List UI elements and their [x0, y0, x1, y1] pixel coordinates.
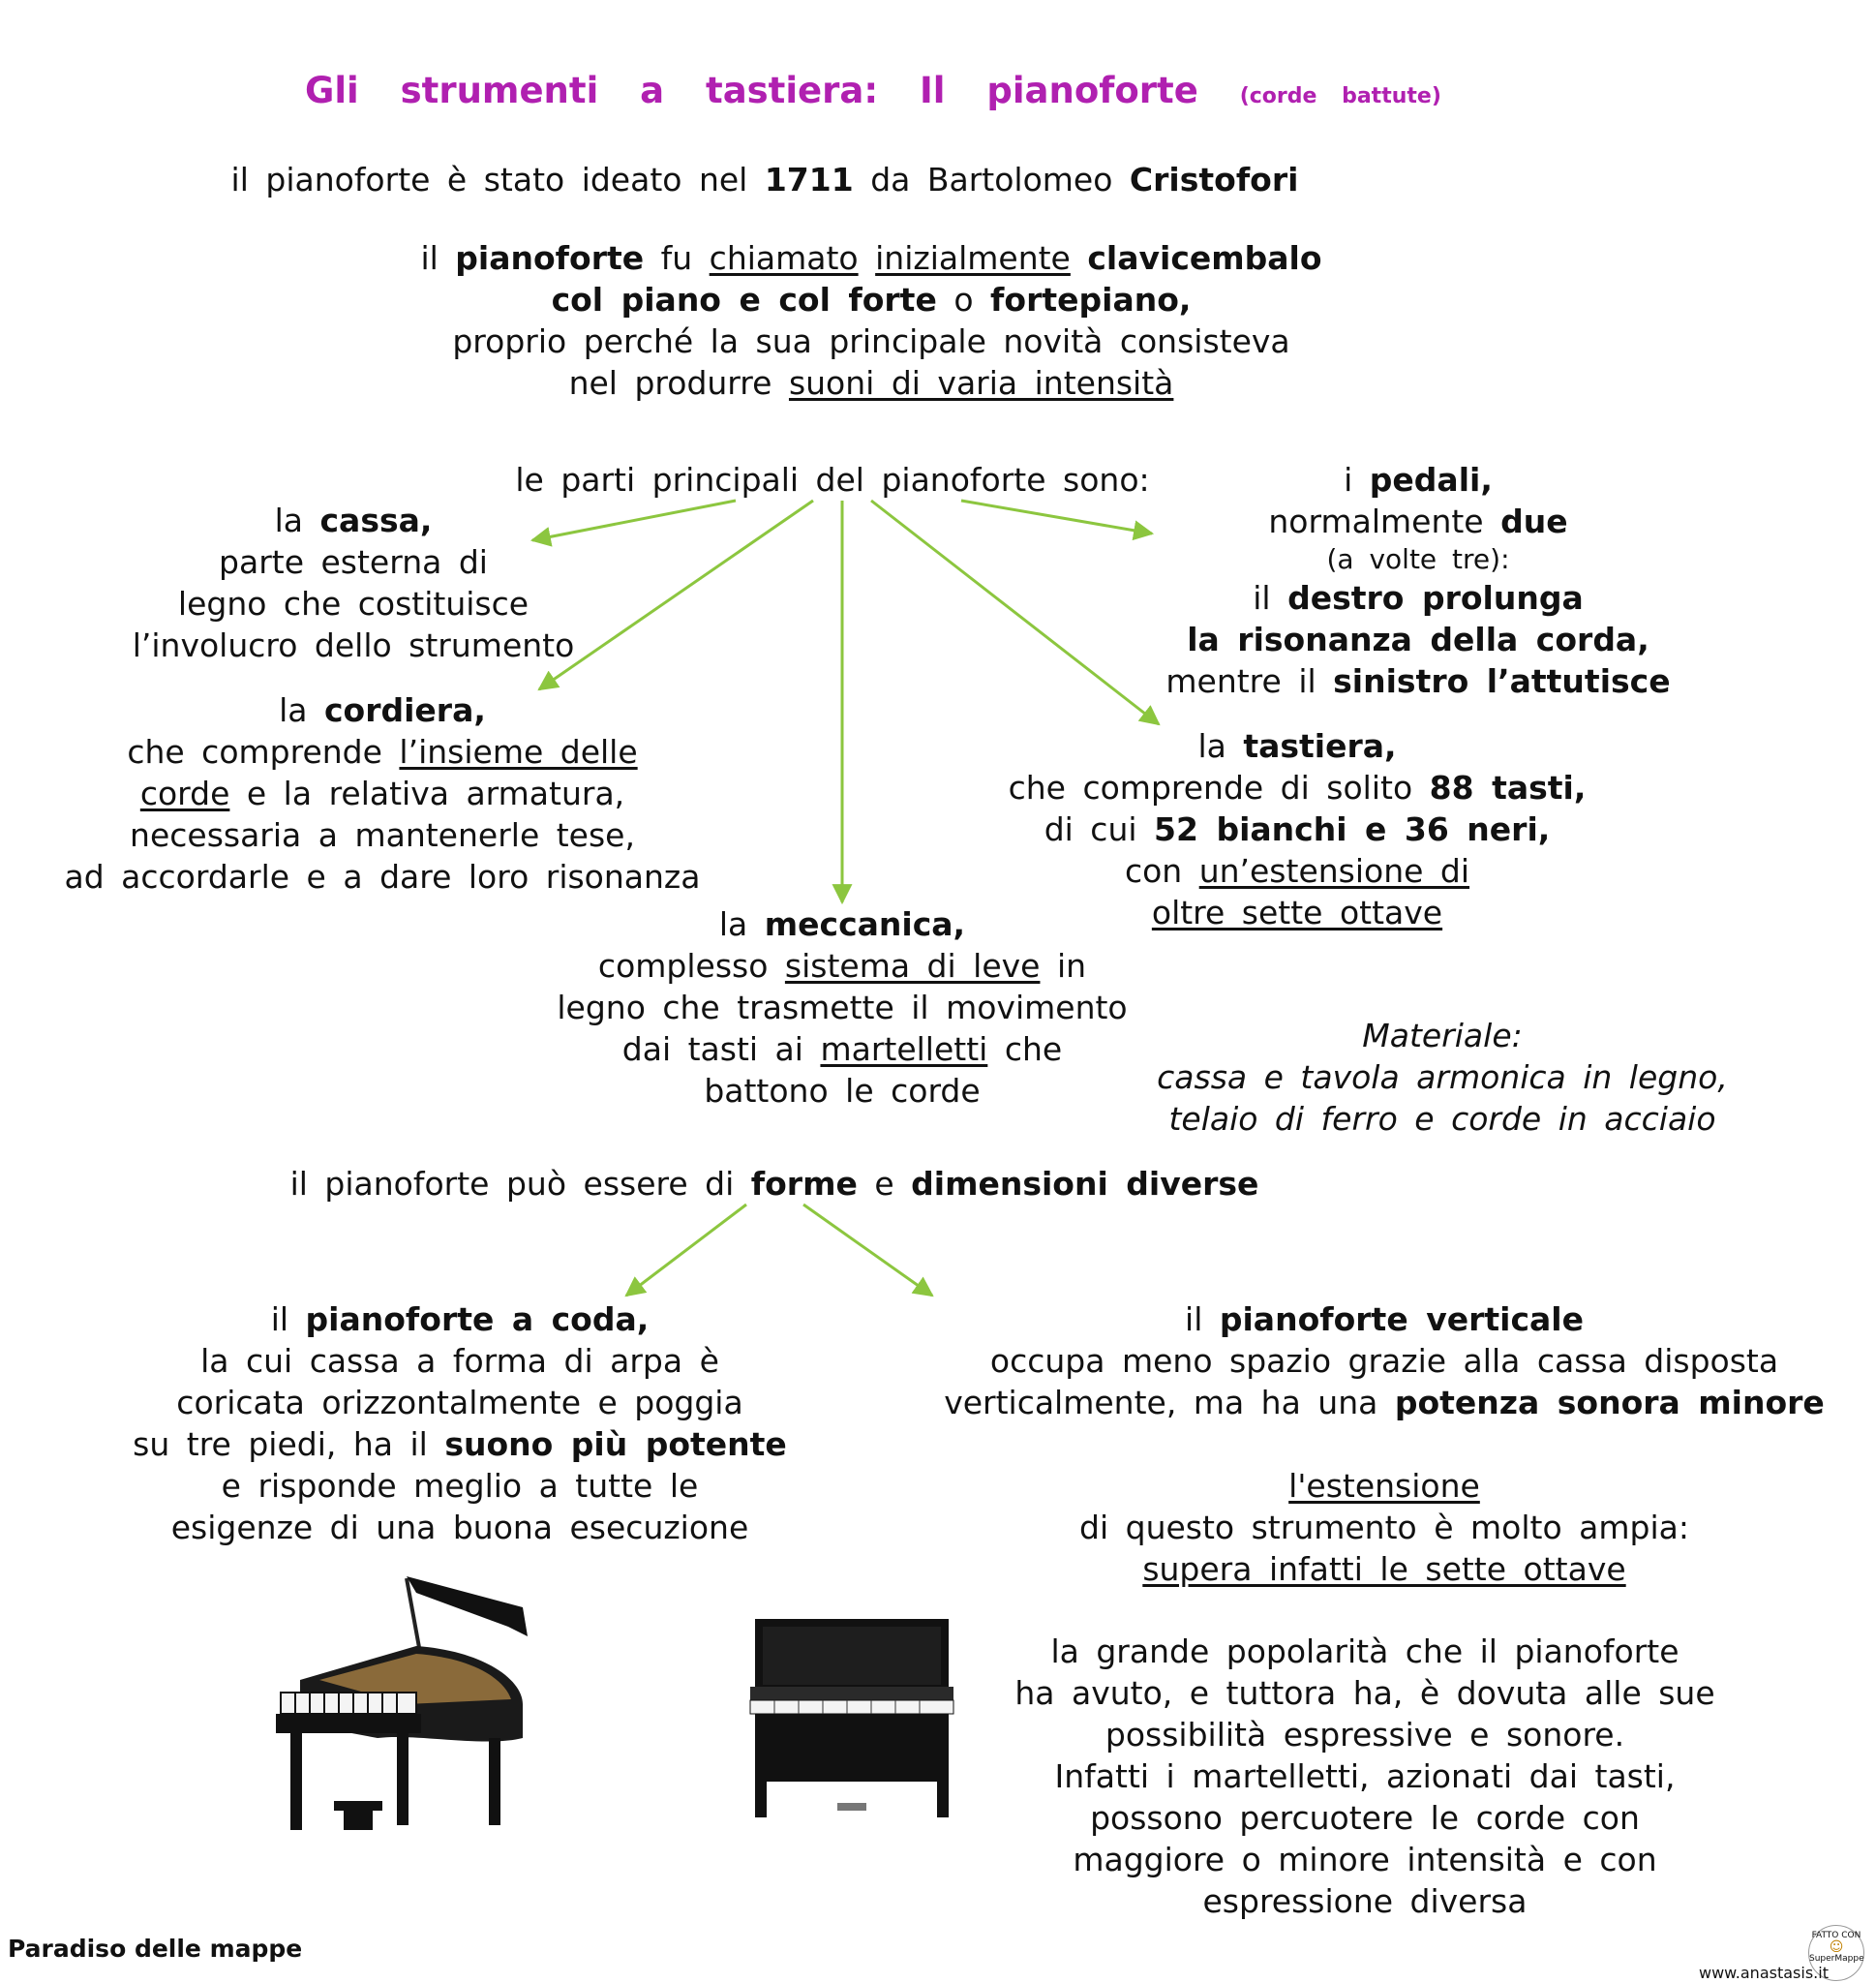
piano-coda-text: il pianoforte a coda, la cui cassa a forma di arpa è coricata orizzontalmente e poggia su tre piedi, ha il suono più potente e risponde meglio a tutte le esigenze di una buona esecuzione	[133, 1300, 787, 1546]
part-tastiera: la tastiera, che comprende di solito 88 tasti, di cui 52 bianchi e 36 neri, con un’estensione di oltre sette ottave	[1008, 727, 1587, 931]
part-cordiera: la cordiera, che comprende l’insieme delle corde e la relativa armatura, necessaria a mantenerle tese, ad accordarle e a dare loro risonanza	[64, 691, 701, 896]
supermappe-badge-icon: FATTO CON ☺ SuperMappe	[1808, 1925, 1864, 1981]
parts-header: le parti principali del pianoforte sono:	[515, 461, 1150, 499]
arrow-to-tastiera	[871, 501, 1159, 724]
piano-verticale-text: il pianoforte verticale occupa meno spazio grazie alla cassa disposta verticalmente, ma ha una potenza sonora minore	[944, 1300, 1825, 1421]
part-meccanica: la meccanica, complesso sistema di leve in legno che trasmette il movimento dai tasti ai martelletti che battono le corde	[557, 905, 1128, 1110]
estensione-text: l'estensione di questo strumento è molto ampia: supera infatti le sette ottave	[1079, 1467, 1689, 1588]
arrow-to-cordiera	[539, 501, 813, 689]
grand-piano-image	[261, 1569, 542, 1859]
part-pedali: i pedali, normalmente due (a volte tre): il destro prolunga la risonanza della corda, mentre il sinistro l’attutisce	[1165, 461, 1671, 700]
arrow-to-verticale	[803, 1205, 932, 1296]
footer-brand: Paradiso delle mappe	[8, 1935, 303, 1963]
footer-url[interactable]: www.anastasis.it	[1699, 1964, 1829, 1982]
arrow-to-pedali	[961, 501, 1152, 534]
intro-paragraph: il pianoforte fu chiamato inizialmente clavicembalo col piano e col forte o fortepiano, proprio perché la sua principale novità consisteva nel produrre suoni di varia intensità	[420, 239, 1322, 402]
forme-line: il pianoforte può essere di forme e dimensioni diverse	[289, 1165, 1259, 1203]
title-subtitle: (corde battute)	[1239, 84, 1441, 108]
popolarita-text: la grande popolarità che il pianoforte ha avuto, e tuttora ha, è dovuta alle sue possibilità espressive e sonore. Infatti i martelletti, azionati dai tasti, possono percuotere le corde con maggiore o minore intensità e con espressione diversa	[1014, 1632, 1715, 1920]
title-main: Gli strumenti a tastiera: Il pianoforte	[305, 70, 1198, 111]
arrow-to-cassa	[532, 501, 736, 540]
upright-piano-image	[745, 1619, 968, 1822]
part-cassa: la cassa, parte esterna di legno che costituisce l’involucro dello strumento	[132, 502, 575, 664]
arrow-to-coda	[626, 1205, 746, 1296]
intro-line: il pianoforte è stato ideato nel 1711 da Bartolomeo Cristofori	[230, 161, 1299, 198]
materiale-note: Materiale: cassa e tavola armonica in legno, telaio di ferro e corde in acciaio	[1157, 1017, 1728, 1138]
